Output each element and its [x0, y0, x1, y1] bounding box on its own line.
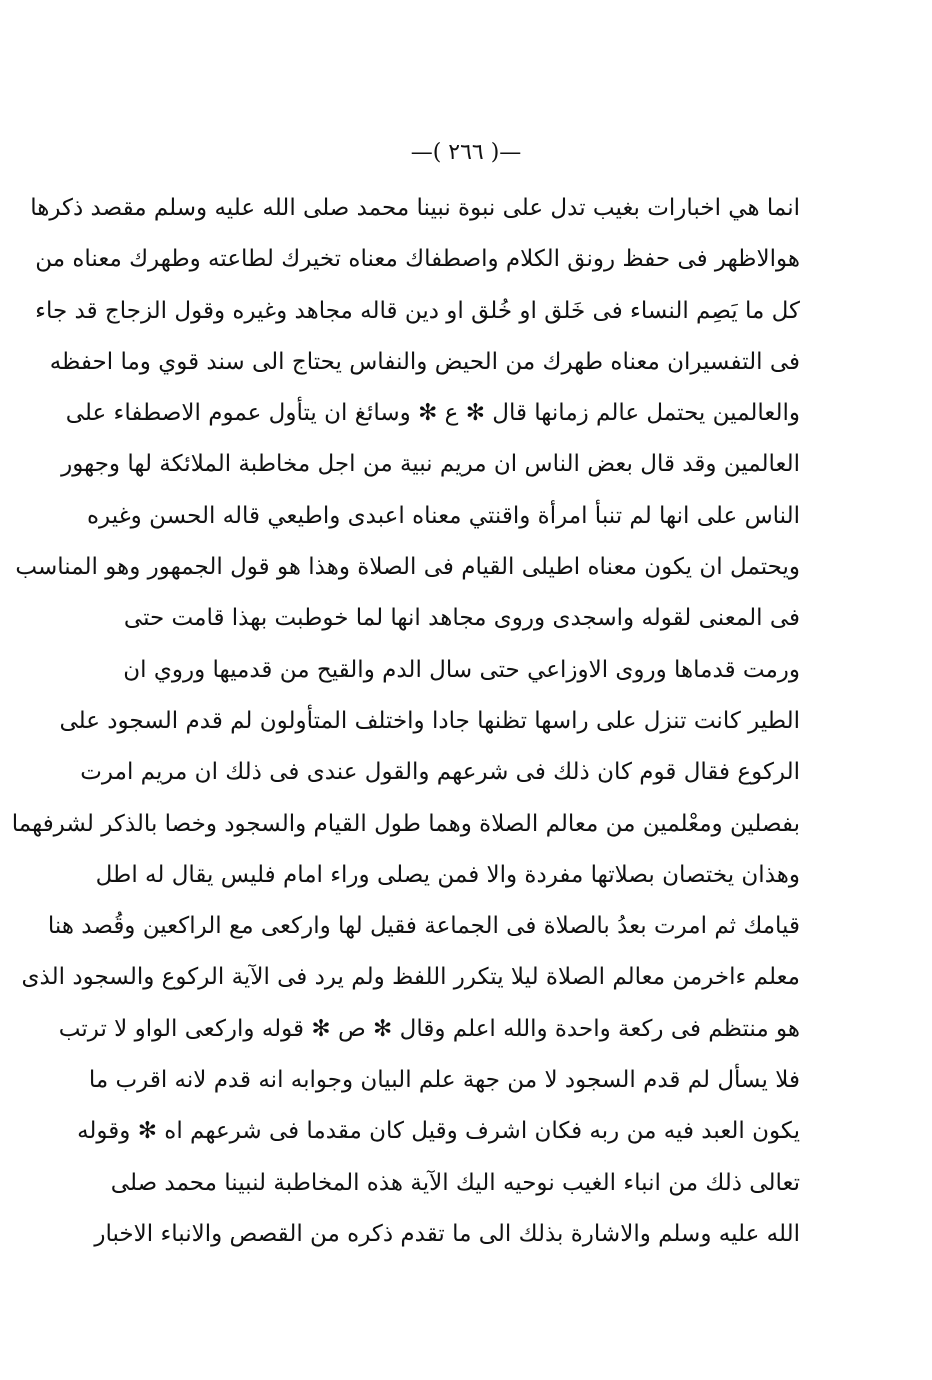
text-line: فى التفسيران معناه طهرك من الحيض والنفاس يحتاج الى سند قوي وما احفظه — [49, 348, 800, 375]
text-line: تعالى ذلك من انباء الغيب نوحيه اليك الآية هذه المخاطبة لنبينا محمد صلى — [110, 1169, 800, 1196]
text-line: ورمت قدماها وروى الاوزاعي حتى سال الدم والقيح من قدميها وروي ان — [123, 656, 800, 683]
text-line: انما هي اخبارات بغيب تدل على نبوة نبينا محمد صلى الله عليه وسلم مقصد ذكرها — [30, 195, 800, 221]
text-line: الناس على انها لم تنبأ امرأة واقنتي معناه اعبدى واطيعي قاله الحسن وغيره — [86, 502, 800, 529]
text-line: معلم ءاخرمن معالم الصلاة ليلا يتكرر اللفظ ولم يرد فى الآية الركوع والسجود الذى — [21, 964, 800, 991]
body-text — [11, 183, 800, 1260]
text-line: بفصلين ومعْلمين من معالم الصلاة وهما طول القيام والسجود وخصا بالذكر لشرفهما — [11, 810, 800, 837]
text-line: والعالمين يحتمل عالم زمانها قال ✻ ع ✻ وسائغ ان يتأول عموم الاصطفاء على — [65, 400, 800, 427]
text-line: العالمين وقد قال بعض الناس ان مريم نبية من اجل مخاطبة الملائكة لها وجهور — [61, 451, 800, 478]
page-number: —( ٢٦٦ )— — [410, 140, 522, 165]
text-line: قيامك ثم امرت بعدُ بالصلاة فى الجماعة فقيل لها واركعى مع الراكعين وقُصد هنا — [47, 913, 800, 940]
text-line: يكون العبد فيه من ربه فكان اشرف وقيل كان مقدما فى شرعهم اه ✻ وقوله — [77, 1118, 800, 1145]
text-line: كل ما يَصِم النساء فى خَلق او خُلق او دين قاله مجاهد وغيره وقول الزجاج قد جاء — [35, 297, 800, 324]
text-line: الطير كانت تنزل على راسها تظنها جادا واختلف المتأولون لم قدم السجود على — [59, 707, 800, 734]
text-line: الركوع فقال قوم كان ذلك فى شرعهم والقول عندى فى ذلك ان مريم امرت — [80, 759, 800, 786]
text-line: فى المعنى لقوله واسجدى وروى مجاهد انها لما خوطبت بهذا قامت حتى — [123, 605, 800, 632]
text-line: هوالاظهر فى حفظ رونق الكلام واصطفاك معناه تخيرك لطاعته وطهرك معناه من — [35, 246, 800, 273]
text-line: الله عليه وسلم والاشارة بذلك الى ما تقدم ذكره من القصص والانباء الاخبار — [94, 1220, 800, 1247]
text-line: وهذان يختصان بصلاتها مفردة والا فمن يصلى وراء امام فليس يقال له اطل — [95, 861, 800, 888]
text-line: هو منتظم فى ركعة واحدة والله اعلم وقال ✻ ص ✻ قوله واركعى الواو لا ترتب — [58, 1015, 800, 1042]
text-line: ويحتمل ان يكون معناه اطيلى القيام فى الصلاة وهذا هو قول الجمهور وهو المناسب — [15, 554, 800, 581]
text-line: فلا يسأل لم قدم السجود لا من جهة علم البيان وجوابه انه قدم لانه اقرب ما — [88, 1067, 800, 1094]
